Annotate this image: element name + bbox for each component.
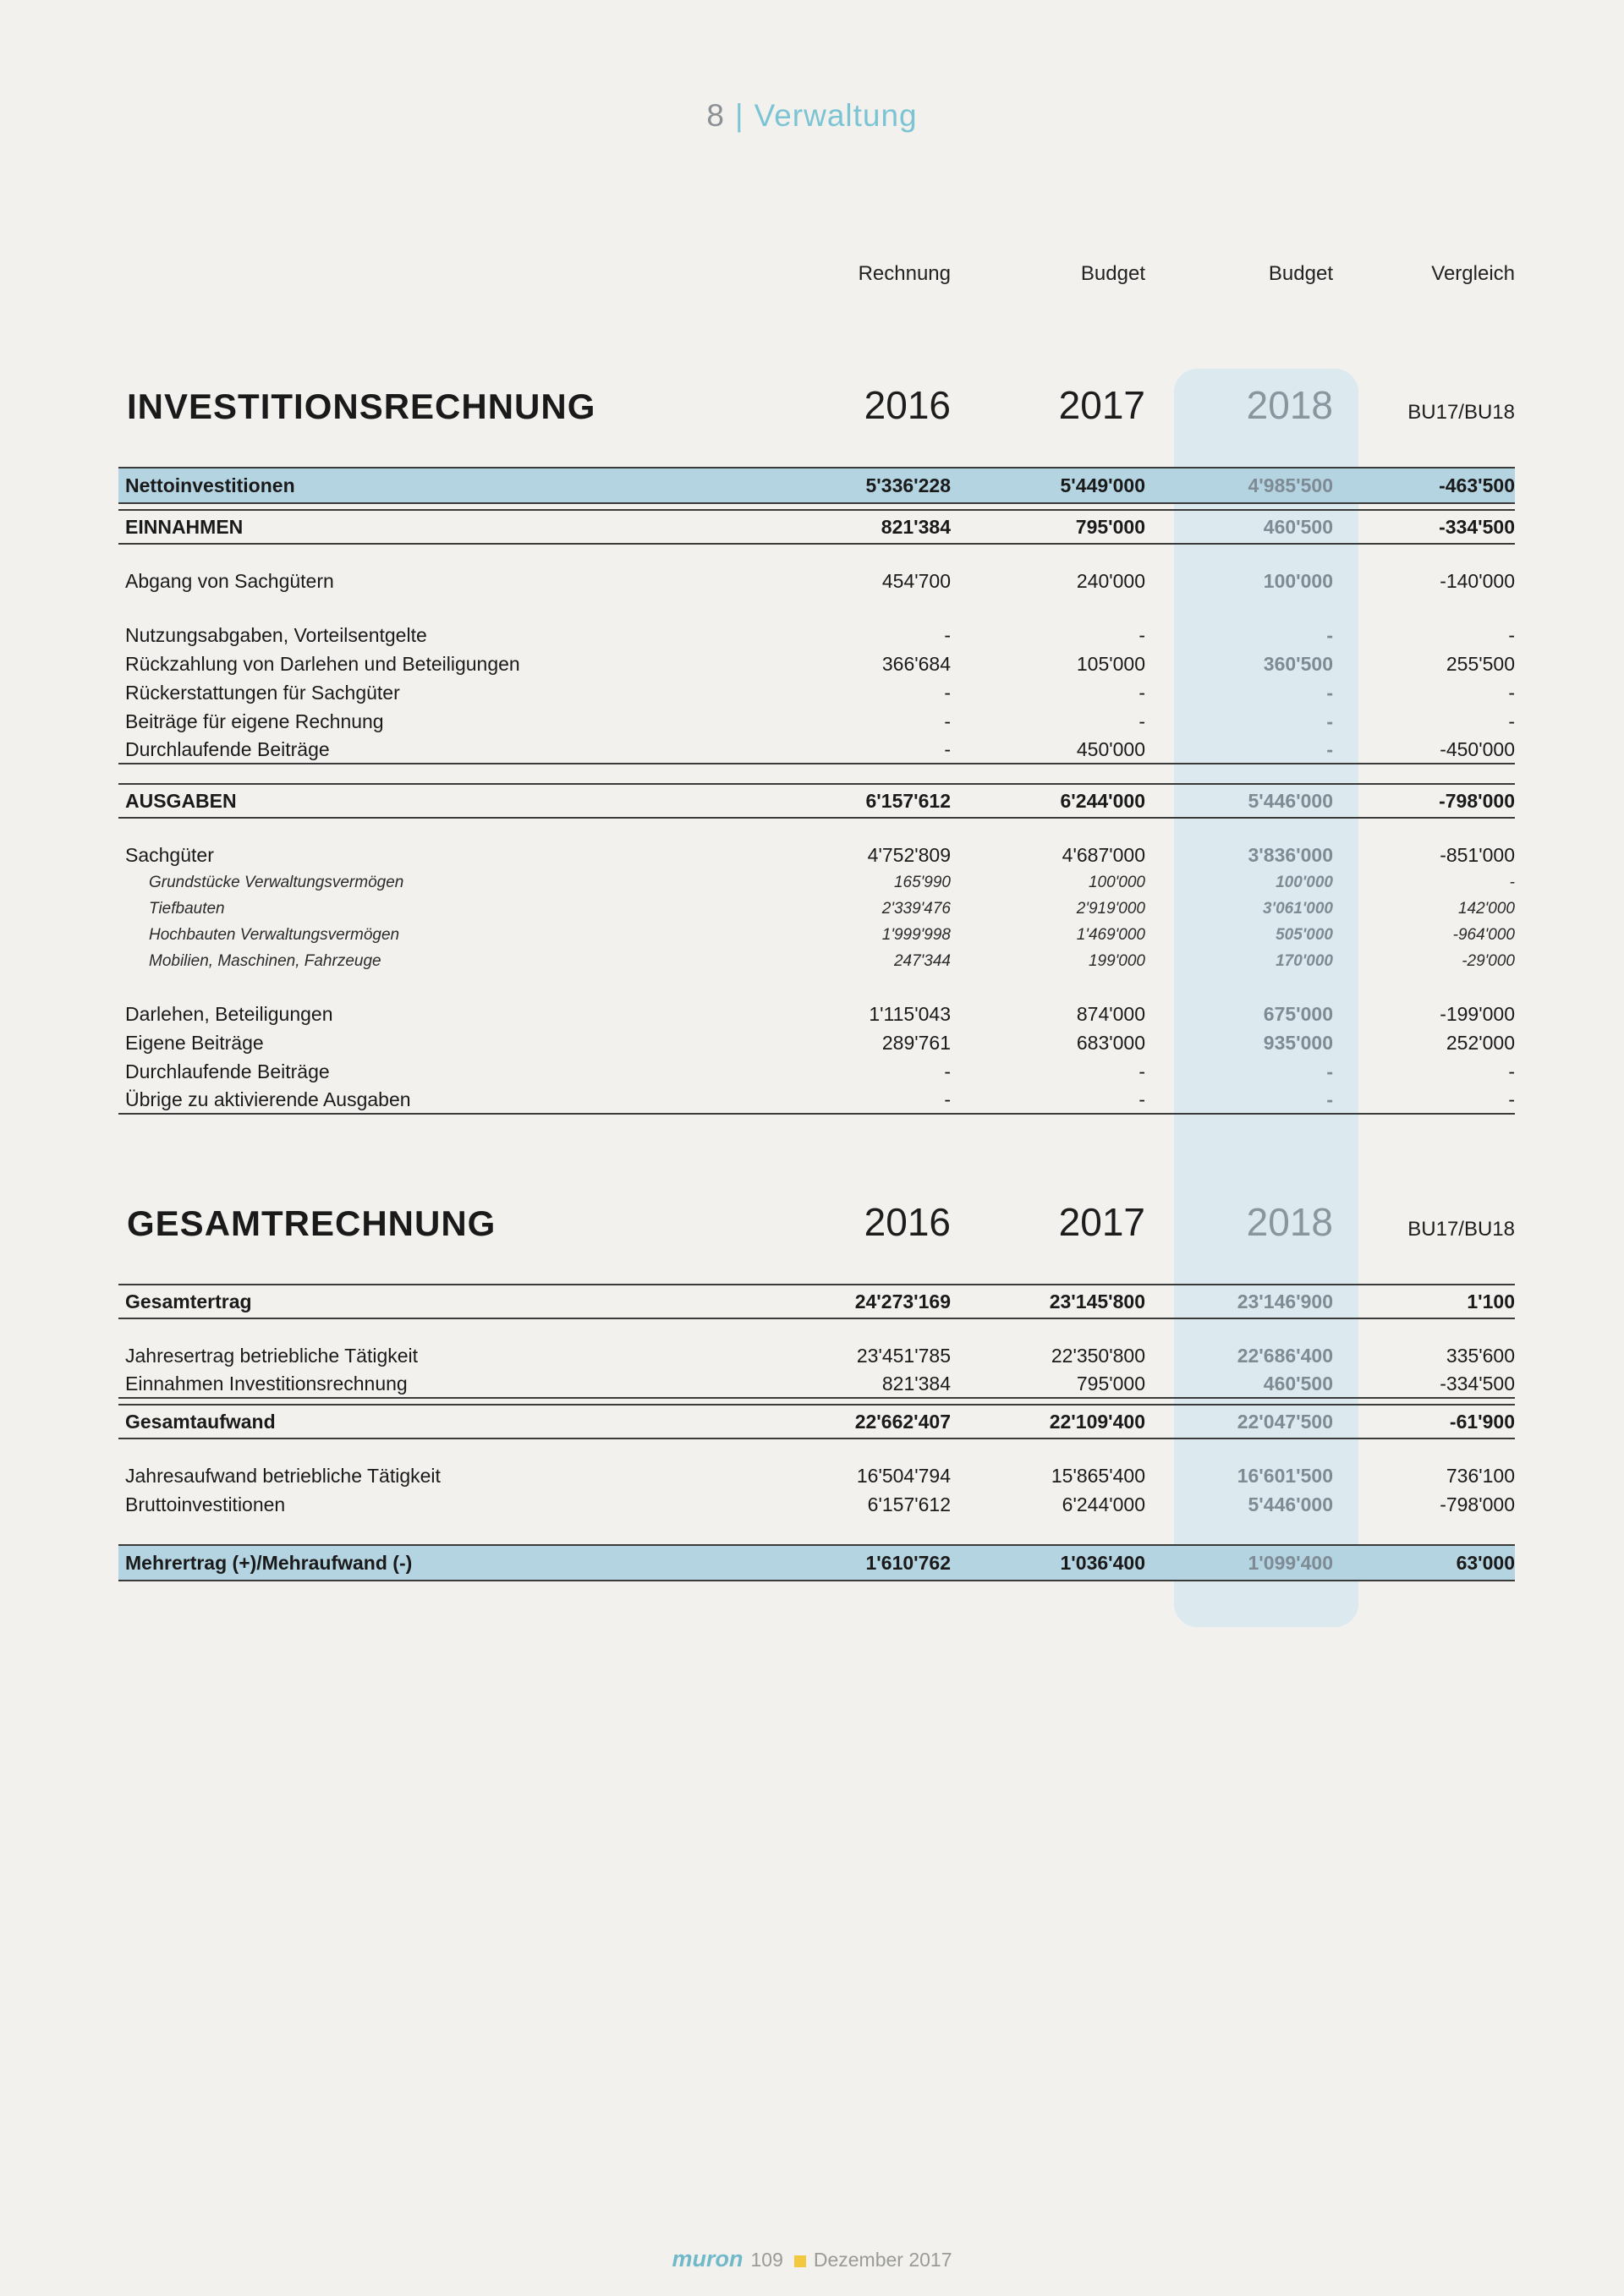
cell-vergleich: -61'900 — [1449, 1410, 1515, 1433]
cell-budget-2017: 683'000 — [1076, 1031, 1145, 1054]
cell-budget-2018: 3'836'000 — [1248, 843, 1333, 866]
cell-rechnung-2016: 1'610'762 — [865, 1551, 951, 1574]
table-row — [118, 922, 1515, 948]
cell-rechnung-2016: 1'999'998 — [881, 925, 951, 944]
cell-budget-2018: - — [1326, 710, 1333, 732]
column-headers — [118, 260, 1515, 288]
cell-vergleich: - — [1509, 873, 1515, 891]
header-separator: | — [734, 98, 744, 133]
cell-vergleich: -140'000 — [1440, 569, 1515, 592]
cell-budget-2018: - — [1326, 737, 1333, 760]
cell-budget-2018: 675'000 — [1263, 1002, 1333, 1025]
cell-vergleich: 335'600 — [1446, 1344, 1515, 1367]
cell-rechnung-2016: - — [944, 681, 951, 704]
cell-budget-2018: 935'000 — [1263, 1031, 1333, 1054]
table-row — [118, 649, 1515, 678]
cell-rechnung-2016: - — [944, 1060, 951, 1082]
cell-vergleich: - — [1508, 710, 1515, 732]
cell-rechnung-2016: 4'752'809 — [867, 843, 951, 866]
cell-budget-2017: 874'000 — [1076, 1002, 1145, 1025]
row-label: Einnahmen Investitionsrechnung — [125, 1372, 408, 1395]
cell-vergleich: 736'100 — [1446, 1464, 1515, 1487]
cell-rechnung-2016: 247'344 — [893, 951, 951, 970]
table-row — [118, 567, 1515, 595]
report-content — [118, 260, 1515, 1581]
cell-budget-2017: 240'000 — [1076, 569, 1145, 592]
cell-budget-2017: 795'000 — [1075, 515, 1145, 538]
cell-vergleich: 1'100 — [1467, 1290, 1515, 1312]
cell-vergleich: -334'500 — [1440, 1372, 1515, 1395]
cell-budget-2017: - — [1138, 710, 1145, 732]
table-row — [118, 896, 1515, 922]
row-label: Rückerstattungen für Sachgüter — [125, 681, 400, 704]
table-row — [118, 467, 1515, 504]
row-label: Durchlaufende Beiträge — [125, 737, 330, 760]
row-spacer — [118, 974, 1515, 1000]
row-label: EINNAHMEN — [125, 515, 244, 538]
row-label: Beiträge für eigene Rechnung — [125, 710, 384, 732]
cell-vergleich: 142'000 — [1457, 899, 1515, 918]
footer-page-number: 109 — [750, 2249, 783, 2271]
cell-budget-2017: 795'000 — [1076, 1372, 1145, 1395]
row-label: Rückzahlung von Darlehen und Beteiligungen — [125, 652, 520, 675]
row-spacer — [118, 764, 1515, 778]
footer-square-icon — [794, 2255, 806, 2267]
row-label: Grundstücke Verwaltungsvermögen — [149, 873, 404, 891]
cell-budget-2018: 100'000 — [1276, 873, 1333, 891]
cell-rechnung-2016: 165'990 — [893, 873, 951, 891]
table-row — [118, 1028, 1515, 1057]
cell-budget-2018: 360'500 — [1263, 652, 1333, 675]
column-header-budget-2018: Budget — [1268, 262, 1333, 285]
cell-rechnung-2016: 1'115'043 — [869, 1002, 951, 1025]
cell-vergleich: 255'500 — [1446, 652, 1515, 675]
cell-rechnung-2016: 24'273'169 — [854, 1290, 951, 1312]
cell-budget-2018: 5'446'000 — [1248, 789, 1333, 812]
page-chapter-number: 8 — [706, 98, 725, 133]
year-2018: 2018 — [1246, 1200, 1333, 1244]
cell-budget-2018: 505'000 — [1276, 925, 1333, 944]
row-label: Tiefbauten — [149, 899, 225, 918]
section-title: GESAMTRECHNUNG — [127, 1203, 497, 1243]
table-row — [118, 1370, 1515, 1399]
table-row — [118, 1461, 1515, 1490]
cell-budget-2018: 23'146'900 — [1237, 1290, 1333, 1312]
year-2017: 2017 — [1058, 1200, 1145, 1244]
cell-rechnung-2016: 6'157'612 — [867, 1493, 951, 1515]
cell-budget-2017: 6'244'000 — [1062, 1493, 1145, 1515]
row-label: Nettoinvestitionen — [125, 474, 295, 496]
cell-vergleich: -798'000 — [1440, 1493, 1515, 1515]
section-investitionsrechnung — [118, 382, 1515, 1115]
cell-rechnung-2016: 289'761 — [881, 1031, 951, 1054]
page-chapter-title: Verwaltung — [754, 98, 918, 133]
row-label: Durchlaufende Beiträge — [125, 1060, 330, 1082]
cell-budget-2017: 4'687'000 — [1062, 843, 1145, 866]
cell-budget-2017: 22'350'800 — [1051, 1344, 1145, 1367]
cell-budget-2017: 199'000 — [1088, 951, 1145, 970]
cell-budget-2018: 170'000 — [1276, 951, 1333, 970]
cell-rechnung-2016: 821'384 — [881, 515, 951, 538]
row-label: Jahresaufwand betriebliche Tätigkeit — [125, 1464, 441, 1487]
table-row — [118, 1000, 1515, 1028]
table-row — [118, 1284, 1515, 1319]
row-label: Gesamtaufwand — [125, 1410, 276, 1433]
row-label: Mobilien, Maschinen, Fahrzeuge — [149, 951, 381, 970]
cell-budget-2017: 105'000 — [1076, 652, 1145, 675]
cell-vergleich: - — [1508, 623, 1515, 646]
row-label: Bruttoinvestitionen — [125, 1493, 286, 1515]
cell-budget-2017: - — [1138, 623, 1145, 646]
cell-budget-2017: 6'244'000 — [1060, 789, 1145, 812]
table-row — [118, 783, 1515, 819]
cell-vergleich: -29'000 — [1462, 951, 1515, 970]
year-2016: 2016 — [864, 383, 951, 427]
cell-budget-2018: 22'686'400 — [1237, 1344, 1333, 1367]
cell-budget-2018: - — [1326, 681, 1333, 704]
column-header-budget-2017: Budget — [1080, 262, 1145, 285]
year-2016: 2016 — [864, 1200, 951, 1244]
cell-vergleich: -463'500 — [1439, 474, 1515, 496]
table-row — [118, 707, 1515, 736]
cell-budget-2018: - — [1326, 623, 1333, 646]
footer-date: Dezember 2017 — [813, 2249, 952, 2271]
row-label: Jahresertrag betriebliche Tätigkeit — [125, 1344, 419, 1367]
cell-vergleich: -199'000 — [1440, 1002, 1515, 1025]
cell-rechnung-2016: 454'700 — [881, 569, 951, 592]
row-spacer — [118, 1519, 1515, 1544]
cell-budget-2018: 460'500 — [1263, 515, 1333, 538]
section-gesamtrechnung — [118, 1199, 1515, 1581]
cell-budget-2018: 16'601'500 — [1237, 1464, 1333, 1487]
cell-budget-2017: 1'036'400 — [1060, 1551, 1145, 1574]
footer-brand: muron — [672, 2246, 743, 2271]
cell-rechnung-2016: 5'336'228 — [865, 474, 951, 496]
section-title: INVESTITIONSRECHNUNG — [127, 386, 596, 426]
cell-vergleich: 252'000 — [1446, 1031, 1515, 1054]
table-row — [118, 1057, 1515, 1086]
sections-container — [118, 382, 1515, 1581]
cell-budget-2018: 460'500 — [1263, 1372, 1333, 1395]
cell-rechnung-2016: 16'504'794 — [856, 1464, 951, 1487]
row-spacer — [118, 595, 1515, 621]
page-footer — [0, 2246, 1624, 2272]
cell-budget-2018: 3'061'000 — [1262, 899, 1333, 918]
cell-vergleich: -798'000 — [1439, 789, 1515, 812]
cell-rechnung-2016: 23'451'785 — [856, 1344, 951, 1367]
table-row — [118, 841, 1515, 869]
cell-budget-2017: 100'000 — [1088, 873, 1145, 891]
row-label: Sachgüter — [125, 843, 214, 866]
cell-budget-2018: 4'985'500 — [1248, 474, 1333, 496]
table-row — [118, 1086, 1515, 1115]
year-2017: 2017 — [1058, 383, 1145, 427]
table-row — [118, 509, 1515, 545]
cell-budget-2017: 15'865'400 — [1051, 1464, 1145, 1487]
cell-budget-2018: 22'047'500 — [1237, 1410, 1333, 1433]
compare-label: BU17/BU18 — [1407, 401, 1515, 424]
table-row — [118, 621, 1515, 649]
table-row — [118, 948, 1515, 974]
cell-budget-2018: 5'446'000 — [1248, 1493, 1333, 1515]
cell-budget-2017: 23'145'800 — [1049, 1290, 1145, 1312]
row-label: Abgang von Sachgütern — [125, 569, 334, 592]
cell-vergleich: -964'000 — [1452, 925, 1515, 944]
compare-label: BU17/BU18 — [1407, 1218, 1515, 1241]
cell-rechnung-2016: - — [944, 623, 951, 646]
cell-rechnung-2016: 366'684 — [881, 652, 951, 675]
column-header-vergleich: Vergleich — [1431, 262, 1515, 285]
column-header-rechnung: Rechnung — [858, 262, 951, 285]
table-row — [118, 1404, 1515, 1439]
row-label: Hochbauten Verwaltungsvermögen — [149, 925, 400, 944]
cell-budget-2017: 450'000 — [1076, 737, 1145, 760]
cell-rechnung-2016: 2'339'476 — [881, 899, 951, 918]
cell-budget-2018: 100'000 — [1263, 569, 1333, 592]
cell-budget-2018: - — [1326, 1088, 1333, 1110]
table-row — [118, 1490, 1515, 1519]
cell-rechnung-2016: 821'384 — [881, 1372, 951, 1395]
cell-budget-2017: - — [1138, 1060, 1145, 1082]
row-label: Darlehen, Beteiligungen — [125, 1002, 333, 1025]
cell-vergleich: -450'000 — [1440, 737, 1515, 760]
section-heading — [118, 1199, 1515, 1245]
cell-rechnung-2016: 6'157'612 — [865, 789, 951, 812]
row-label: Eigene Beiträge — [125, 1031, 264, 1054]
row-label: AUSGABEN — [125, 789, 237, 812]
cell-budget-2017: 1'469'000 — [1076, 925, 1145, 944]
cell-vergleich: -851'000 — [1440, 843, 1515, 866]
cell-budget-2018: 1'099'400 — [1248, 1551, 1333, 1574]
table-row — [118, 869, 1515, 896]
cell-vergleich: -334'500 — [1439, 515, 1515, 538]
cell-budget-2018: - — [1326, 1060, 1333, 1082]
row-label: Nutzungsabgaben, Vorteilsentgelte — [125, 623, 427, 646]
row-label: Gesamtertrag — [125, 1290, 252, 1312]
cell-rechnung-2016: - — [944, 710, 951, 732]
year-2018: 2018 — [1246, 383, 1333, 427]
cell-rechnung-2016: 22'662'407 — [854, 1410, 951, 1433]
row-label: Mehrertrag (+)/Mehraufwand (-) — [125, 1551, 413, 1574]
cell-budget-2017: 2'919'000 — [1076, 899, 1145, 918]
table-row — [118, 1544, 1515, 1581]
cell-rechnung-2016: - — [944, 1088, 951, 1110]
table-row — [118, 1341, 1515, 1370]
cell-budget-2017: 22'109'400 — [1049, 1410, 1145, 1433]
cell-vergleich: - — [1508, 1060, 1515, 1082]
cell-vergleich: 63'000 — [1456, 1551, 1515, 1574]
table-row — [118, 678, 1515, 707]
cell-vergleich: - — [1508, 681, 1515, 704]
cell-budget-2017: - — [1138, 681, 1145, 704]
row-label: Übrige zu aktivierende Ausgaben — [125, 1088, 411, 1110]
cell-budget-2017: 5'449'000 — [1060, 474, 1145, 496]
section-heading — [118, 382, 1515, 428]
cell-budget-2017: - — [1138, 1088, 1145, 1110]
page-header — [0, 98, 1624, 134]
cell-rechnung-2016: - — [944, 737, 951, 760]
table-row — [118, 736, 1515, 764]
cell-vergleich: - — [1508, 1088, 1515, 1110]
